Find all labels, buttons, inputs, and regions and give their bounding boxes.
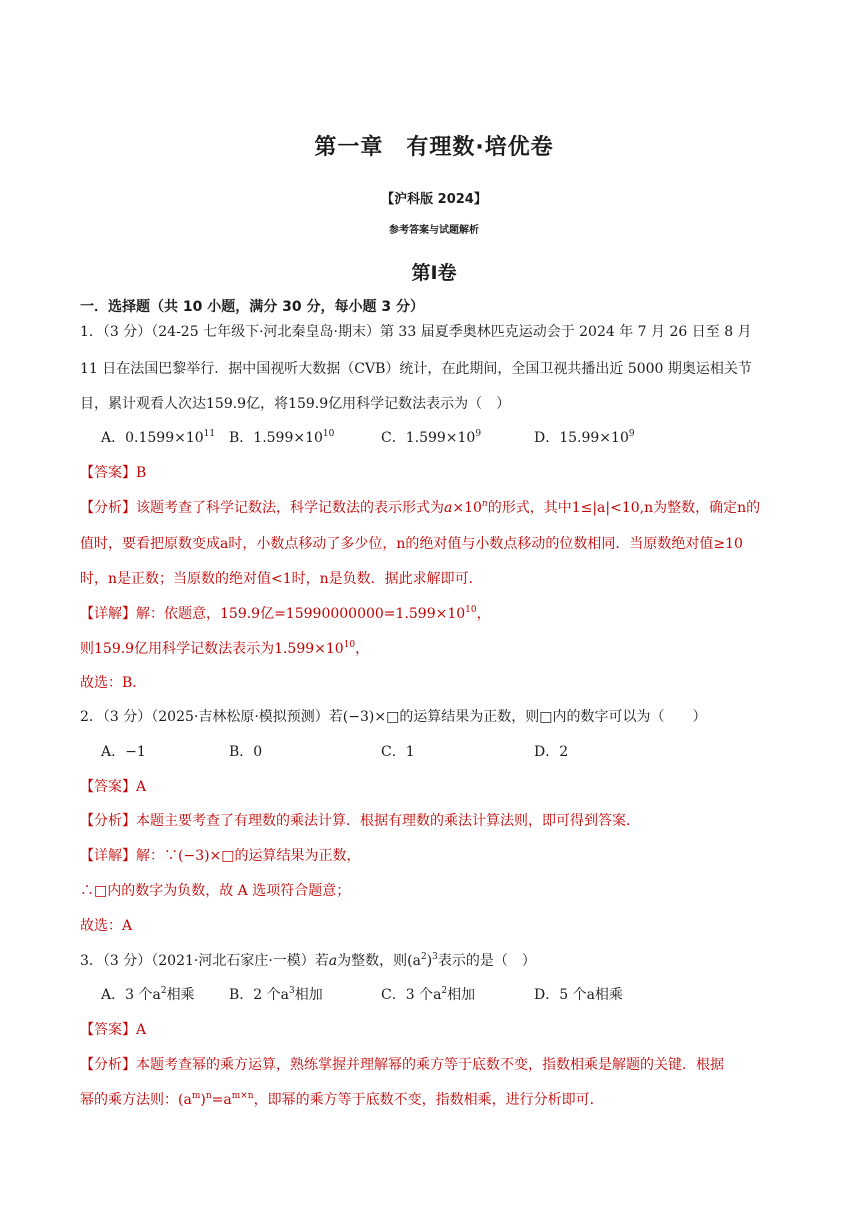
q2-option-a: A．−1	[101, 744, 146, 760]
q1-stem-line-2: 11 日在法国巴黎举行．据中国视听大数据（CVB）统计，在此期间，全国卫视共播出近 5000 期奥运相关节	[80, 361, 752, 377]
q2-option-c: C．1	[381, 744, 415, 760]
q1-answer: 【答案】B	[80, 465, 147, 481]
q3-analysis-line-1: 【分析】本题考查幂的乘方运算，熟练掌握并理解幂的乘方等于底数不变，指数相乘是解题的关键．根据	[80, 1057, 724, 1073]
q3-option-a: A．3 个$a^2$相乘	[101, 986, 195, 1003]
q3-stem-line-1: 3．（3 分）（2021·河北石家庄·一模）若a为整数，则$(a^2)^3$表示的是（ ）	[80, 952, 536, 969]
q3-option-d: D．5 个a相乘	[534, 987, 623, 1003]
q1-analysis-line-3: 时，n是正数；当原数的绝对值<1时，n是负数．据此求解即可．	[80, 571, 483, 587]
answers-note: 参考答案与试题解析	[389, 225, 479, 236]
q1-analysis-line-2: 值时，要看把原数变成a时，小数点移动了多少位，n的绝对值与小数点移动的位数相同．当原数绝对值≥10	[80, 536, 743, 552]
q1-option-b: B．$1.599\times 10^{10}$	[229, 429, 335, 446]
q2-answer: 【答案】A	[80, 779, 147, 795]
q2-detail-line-2: ∴□内的数字为负数，故 A 选项符合题意；	[80, 883, 351, 899]
volume-heading: 第Ⅰ卷	[411, 262, 457, 284]
q1-analysis-line-1: 【分析】该题考查了科学记数法，科学记数法的表示形式为$a\times 10^n$的形式，其中1≤|a|<10,n为整数，确定n的	[80, 499, 761, 516]
q2-detail-line-1: 【详解】解：∵(−3)×□的运算结果为正数，	[80, 848, 361, 864]
q2-option-d: D．2	[534, 744, 569, 760]
q1-option-d: D．$15.99\times 10^9$	[534, 429, 635, 446]
q2-option-b: B．0	[229, 744, 263, 760]
q1-detail-line-1: 【详解】解：依题意，159.9亿$=15990000000=1.599\times 10^{10}$，	[80, 605, 491, 622]
q2-analysis: 【分析】本题主要考查了有理数的乘法计算．根据有理数的乘法计算法则，即可得到答案．	[80, 813, 640, 829]
section-heading: 一．选择题（共 10 小题，满分 30 分，每小题 3 分）	[80, 299, 424, 315]
q3-answer: 【答案】A	[80, 1022, 147, 1038]
q1-stem-line-3: 目，累计观看人次达159.9亿，将159.9亿用科学记数法表示为（ ）	[80, 396, 511, 412]
q1-option-a: A．$0.1599\times 10^{11}$	[101, 429, 216, 446]
q2-choose: 故选：A	[80, 918, 133, 934]
q3-option-b: B．2 个$a^3$相加	[229, 986, 323, 1003]
q3-option-c: C．3 个$a^2$相加	[381, 986, 476, 1003]
q1-stem-line-1: 1．（3 分）（24-25 七年级下·河北秦皇岛·期末）第 33 届夏季奥林匹克运动会于 2024 年 7 月 26 日至 8 月	[80, 324, 752, 340]
q1-option-c: C．$1.599\times 10^9$	[381, 429, 482, 446]
q1-choose: 故选：B．	[80, 675, 147, 691]
page-title: 第一章 有理数·培优卷	[314, 135, 554, 160]
q1-detail-line-2: 则159.9亿用科学记数法表示为$1.599\times 10^{10}$，	[80, 640, 370, 657]
q3-analysis-line-2: 幂的乘方法则：$(a^m)^n=a^{m\times n}$，即幂的乘方等于底数不变，指数相乘，进行分析即可．	[80, 1091, 604, 1108]
q2-stem-line-1: 2．（3 分）（2025·吉林松原·模拟预测）若(−3)×□的运算结果为正数，则□内的数字可以为（ ）	[80, 709, 707, 725]
edition-label: 【沪科版 2024】	[381, 192, 487, 207]
